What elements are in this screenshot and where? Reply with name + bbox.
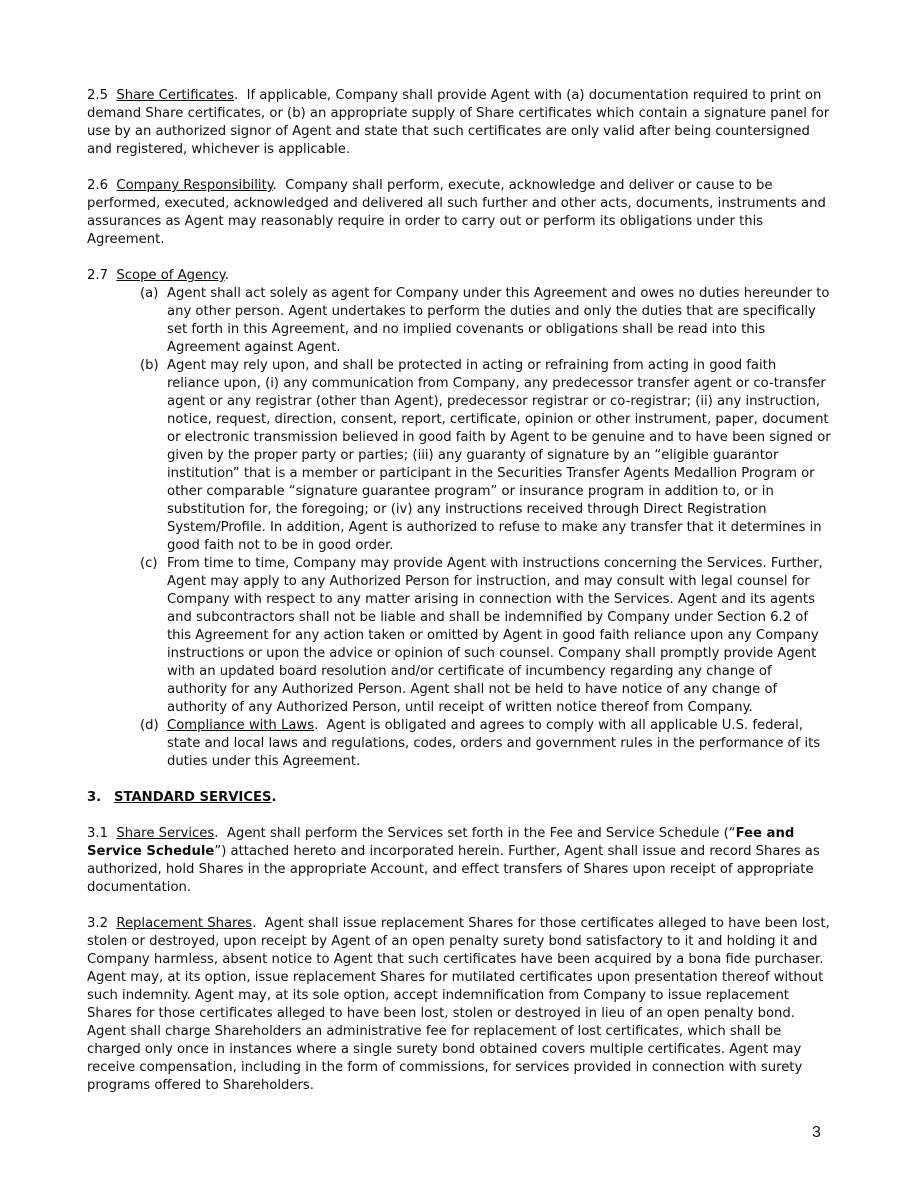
list-item-text: Agent shall act solely as agent for Company under this Agreement and owes no duties hereunder to any other person. Agent undertakes to perform the duties and only the duties that are specifically set forth in this Agreement, and no implied covenants or obligations shall be read into this Agreement against Agent. xyxy=(167,286,830,355)
list-item xyxy=(87,285,831,357)
section-heading: STANDARD SERVICES xyxy=(114,790,272,805)
section-3-heading: 3. STANDARD SERVICES. xyxy=(87,790,277,805)
section-text: Agent shall perform the Services set forth in the Fee and Service Schedule (“ xyxy=(226,826,736,841)
scope-of-agency-list xyxy=(87,285,831,771)
list-item: (d) Compliance with Laws. Agent is obligated and agrees to comply with all applicable U.S. federal, state and local laws and regulations, codes, orders and government rules in the performance of its duties under this Agreement. xyxy=(140,718,821,769)
section-heading: Share Certificates xyxy=(116,88,234,103)
section-heading: Replacement Shares xyxy=(116,916,253,931)
list-item-label: (c) xyxy=(140,556,158,571)
page-number: 3 xyxy=(812,1124,821,1141)
list-item-label: (b) xyxy=(140,358,159,373)
section-heading: Scope of Agency xyxy=(116,268,225,283)
list-item-label: (a) xyxy=(140,286,159,301)
list-item-label: (d) xyxy=(140,718,159,733)
section-text: If applicable, Company shall provide Agent with (a) documentation required to print on demand Share certificates, or (b) an appropriate supply of Share certificates which contain a signature panel for use by an authorized signor of Agent and state that such certificates are only valid after being countersigned and registered, whichever is applicable. xyxy=(87,88,830,157)
section-number: 3.2 xyxy=(87,916,108,931)
section-text: Company shall perform, execute, acknowledge and deliver or cause to be performed, executed, acknowledged and delivered all such further and other acts, documents, instruments and assurances as Agent may reasonably require in order to carry out or perform its obligations under this Agreement. xyxy=(87,178,826,247)
list-item xyxy=(87,555,831,717)
section-number: 3. xyxy=(87,790,102,805)
section-2-6: 2.6 Company Responsibility. Company shall perform, execute, acknowledge and deliver or cause to be performed, executed, acknowledged and delivered all such further and other acts, documents, instruments and assurances as Agent may reasonably require in order to carry out or perform its obligations under this Agreement. xyxy=(87,178,826,247)
section-number: 2.6 xyxy=(87,178,108,193)
list-item-text: From time to time, Company may provide Agent with instructions concerning the Services. Further, Agent may apply to any Authorized Person for instruction, and may consult with legal counsel for Company with respect to any matter arising in connection with the Services. Agent and its agents and subcontractors shall not be liable and shall be indemnified by Company under Section 6.2 of this Agreement for any action taken or omitted by Agent in good faith reliance upon any Company instructions or upon the advice or opinion of such counsel. Company shall promptly provide Agent with an updated board resolution and/or certificate of incumbency regarding any change of authority for any Authorized Person. Agent shall not be held to have notice of any change of authority of any Authorized Person, until receipt of written notice thereof from Company. xyxy=(167,556,823,715)
list-item-text: Agent may rely upon, and shall be protected in acting or refraining from acting in good faith reliance upon, (i) any communication from Company, any predecessor transfer agent or co-transfer agent or any registrar (other than Agent), predecessor registrar or co-registrar; (ii) any instruction, notice, request, direction, consent, report, certificate, opinion or other instrument, paper, document or electronic transmission believed in good faith by Agent to be genuine and to have been signed or given by the proper party or parties; (iii) any guaranty of signature by an “eligible guarantor institution” that is a member or participant in the Securities Transfer Agents Medallion Program or other comparable “signature guarantee program” or insurance program in addition to, or in substitution for, the foregoing; or (iv) any instructions received through Direct Registration System/Profile. In addition, Agent is authorized to refuse to make any transfer that it determines in good faith not to be in good order. xyxy=(167,358,831,553)
section-2-5: 2.5 Share Certificates. If applicable, Company shall provide Agent with (a) documentation required to print on demand Share certificates, or (b) an appropriate supply of Share certificates which contain a signature panel for use by an authorized signor of Agent and state that such certificates are only valid after being countersigned and registered, whichever is applicable. xyxy=(87,88,830,157)
section-number: 2.7 xyxy=(87,268,108,283)
section-text: ”) attached hereto and incorporated herein. Further, Agent shall issue and record Shares as authorized, hold Shares in the appropriate Account, and effect transfers of Shares upon receipt of appropriate documentation. xyxy=(87,844,820,895)
section-3-2: 3.2 Replacement Shares. Agent shall issue replacement Shares for those certificates alleged to have been lost, stolen or destroyed, upon receipt by Agent of an open penalty surety bond satisfactory to it and holding it and Company harmless, absent notice to Agent that such certificates have been acquired by a bona fide purchaser. Agent may, at its option, issue replacement Shares for mutilated certificates upon presentation thereof without such indemnity. Agent may, at its sole option, accept indemnification from Company to issue replacement Shares for those certificates alleged to have been lost, stolen or destroyed in lieu of an open penalty bond. Agent shall charge Shareholders an administrative fee for replacement of lost certificates, which shall be charged only once in instances where a single surety bond obtained covers multiple certificates. Agent may receive compensation, including in the form of commissions, for services provided in connection with surety programs offered to Shareholders. xyxy=(87,916,830,1093)
list-item-text: Agent is obligated and agrees to comply with all applicable U.S. federal, state and local laws and regulations, codes, orders and government rules in the performance of its duties under this Agreement. xyxy=(167,718,821,769)
defined-term: Fee and Service Schedule xyxy=(87,826,795,859)
document-body xyxy=(87,87,831,1113)
section-number: 3.1 xyxy=(87,826,108,841)
section-text: Agent shall issue replacement Shares for those certificates alleged to have been lost, stolen or destroyed, upon receipt by Agent of an open penalty surety bond satisfactory to it and holding it and Company harmless, absent notice to Agent that such certificates have been acquired by a bona fide purchaser. Agent may, at its option, issue replacement Shares for mutilated certificates upon presentation thereof without such indemnity. Agent may, at its sole option, accept indemnification from Company to issue replacement Shares for those certificates alleged to have been lost, stolen or destroyed in lieu of an open penalty bond. Agent shall charge Shareholders an administrative fee for replacement of lost certificates, which shall be charged only once in instances where a single surety bond obtained covers multiple certificates. Agent may receive compensation, including in the form of commissions, for services provided in connection with surety programs offered to Shareholders. xyxy=(87,916,830,1093)
section-heading: Company Responsibility xyxy=(116,178,273,193)
section-heading: Share Services xyxy=(116,826,215,841)
list-item-heading: Compliance with Laws xyxy=(167,718,315,733)
section-3-1: 3.1 Share Services. Agent shall perform the Services set forth in the Fee and Service Schedule (“Fee and Service Schedule”) attached hereto and incorporated herein. Further, Agent shall issue and record Shares as authorized, hold Shares in the appropriate Account, and effect transfers of Shares upon receipt of appropriate documentation. xyxy=(87,826,820,895)
section-2-7-heading: 2.7 Scope of Agency. xyxy=(87,268,229,283)
list-item xyxy=(87,357,831,555)
section-number: 2.5 xyxy=(87,88,108,103)
